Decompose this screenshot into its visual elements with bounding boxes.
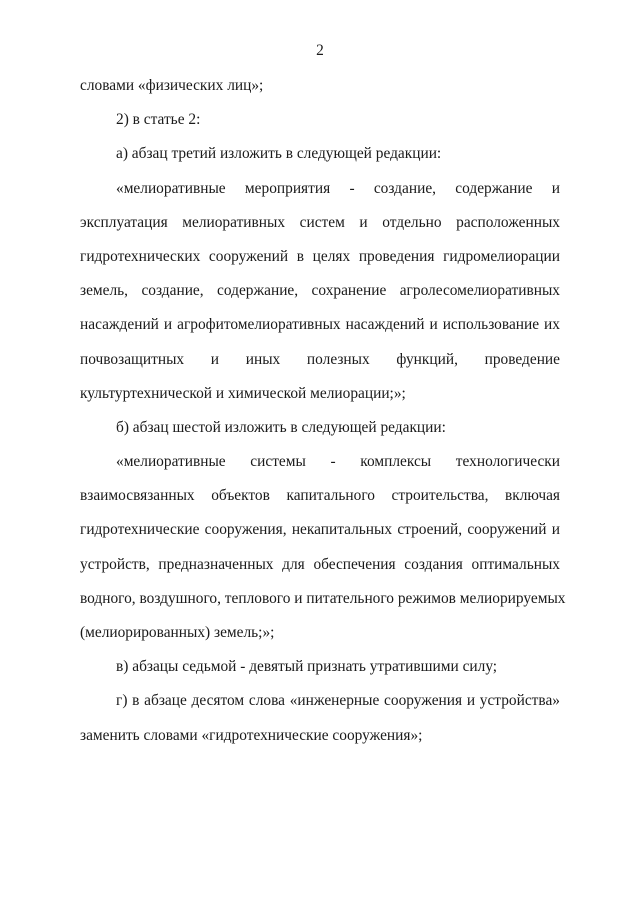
text-line: культуртехнической и химической мелиорации;»; [80, 384, 406, 402]
text-line: гидротехнических сооружений в целях проведения гидромелиорации [80, 247, 560, 265]
text-line: насаждений и агрофитомелиоративных насаждений и использование их [80, 316, 560, 334]
text-line: эксплуатация мелиоративных систем и отдельно расположенных [80, 213, 560, 231]
text-line: в) абзацы седьмой - девятый признать утратившими силу; [116, 658, 498, 676]
text-line: г) в абзаце десятом слова «инженерные сооружения и устройства» [116, 692, 560, 710]
text-line: водного, воздушного, теплового и питательного режимов мелиорируемых [80, 589, 566, 607]
text-line: словами «физических лиц»; [80, 77, 264, 94]
text-line: земель, создание, содержание, сохранение агролесомелиоративных [80, 282, 560, 300]
text-line: (мелиорированных) земель;»; [80, 624, 275, 641]
text-line: устройств, предназначенных для обеспечения создания оптимальных [80, 555, 560, 573]
text-line: а) абзац третий изложить в следующей редакции: [116, 145, 442, 163]
text-line: «мелиоративные мероприятия - создание, содержание и [116, 179, 560, 197]
text-line: почвозащитных и иных полезных функций, проведение [80, 350, 560, 368]
text-line: б) абзац шестой изложить в следующей редакции: [116, 418, 446, 436]
page-number: 2 [316, 42, 324, 59]
text-line: «мелиоративные системы - комплексы технологически [116, 453, 560, 471]
text-line: гидротехнические сооружения, некапитальных строений, сооружений и [80, 521, 560, 539]
text-line: взаимосвязанных объектов капитального строительства, включая [80, 487, 560, 505]
text-line: заменить словами «гидротехнические сооружения»; [80, 726, 423, 744]
document-body [80, 69, 566, 753]
text-line: 2) в статье 2: [116, 111, 201, 129]
